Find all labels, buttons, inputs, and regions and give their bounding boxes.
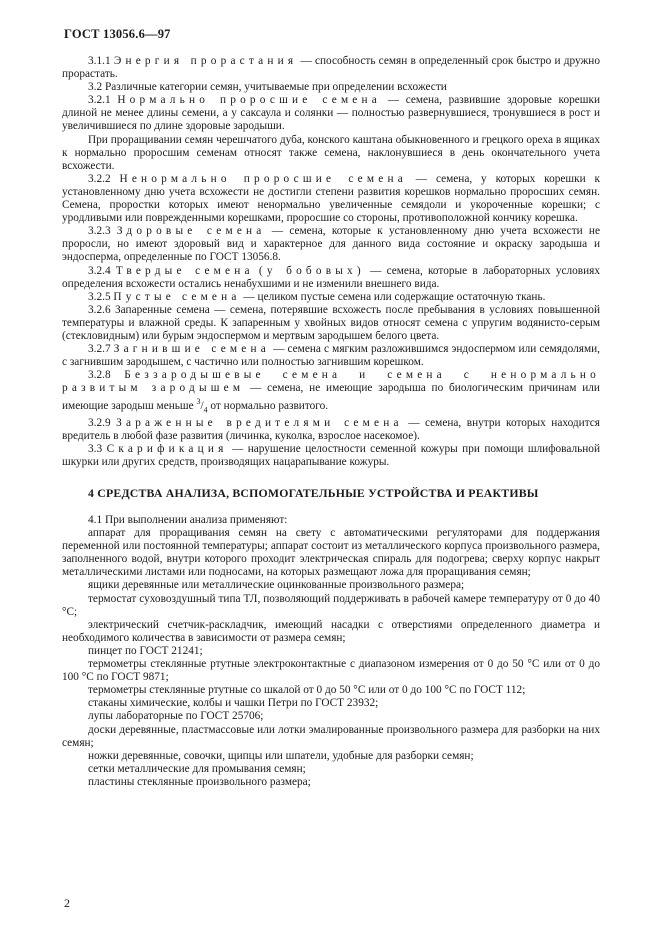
term-embryoless-seeds: Беззародышевые семена и семена с ненормально [124, 369, 600, 382]
section-4-list [62, 514, 600, 789]
definition-text: — семена, не имеющие зародыша по биологическим причинам или имеющие зародыш меньше [62, 382, 600, 413]
term-abnormal-germinated: Ненормально проросшие семена [119, 172, 407, 185]
fraction-numerator: 3 [196, 397, 201, 407]
term-infested-seeds: Зараженные вредителями семена [116, 416, 403, 429]
paragraph-3-1-1 [62, 55, 600, 81]
paragraph-3-2-2 [62, 173, 600, 225]
clause-number: 3.2.2 [88, 172, 111, 185]
term-healthy-seeds: Здоровые семена [116, 225, 266, 238]
definition-text: — семена, внутри которых находится вредитель в любой фазе развития (личинка, куколка, взрослое насекомое). [62, 416, 600, 442]
paragraph-3-2-4 [62, 265, 600, 291]
paragraph-3-2-3 [62, 225, 600, 264]
clause-number: 3.2.7 [88, 343, 111, 356]
clause-number: 3.2.4 [88, 264, 111, 277]
list-item: термометры стеклянные ртутные со шкалой от 0 до 50 °С или от 0 до 100 °С по ГОСТ 112; [88, 684, 526, 697]
paragraph-3-2-1 [62, 94, 600, 133]
paragraph-3-2-6: 3.2.6 Запаренные семена — семена, потерявшие всхожесть после пребывания в условиях повышенной температуры и влажной среды. К запаренным у хвойных видов относят семена с упругим водянисто-серым (стекловидным) или бурым эндоспермом и мертвым зародышем белого цвета. [62, 303, 600, 342]
definition-text: — нарушение целостности семенной кожуры при помощи шлифовальной шкурки или других средств, производящих нацарапывание кожуры. [62, 442, 600, 468]
paragraph-3-2-9 [62, 417, 600, 443]
term-germination-energy: Энергия прорастания [113, 55, 298, 67]
document-header: ГОСТ 13056.6—97 [64, 27, 171, 41]
definition-text-end: от нормально развитого. [207, 400, 329, 413]
definition-text: — способность семян в определенный срок быстро и дружно прорастать. [62, 55, 601, 81]
section-4-heading: 4 СРЕДСТВА АНАЛИЗА, ВСПОМОГАТЕЛЬНЫЕ УСТРОЙСТВА И РЕАКТИВЫ [88, 485, 539, 500]
fraction-denominator: 4 [203, 405, 208, 415]
list-item: электрический счетчик-раскладчик, имеющий насадки с отверстиями определенного диаметра и необходимого количества в зависимости от размера семян; [62, 618, 600, 644]
term-abnormal-embryo: развитым зародышем [62, 382, 245, 395]
definition-text: — семена с мягким разложившимся эндоспермом или семядолями, с загнившим зародышем, с частично или полностью загнившим корешком. [62, 343, 600, 369]
list-item: ящики деревянные или металлические оцинкованные произвольного размера; [88, 579, 465, 592]
term-hard-seeds: Твердые семена [115, 264, 254, 277]
clause-number: 3.2.8 [88, 369, 111, 382]
term-normal-germinated: Нормально проросшие семена [117, 94, 381, 107]
paragraph-3-2-5 [62, 291, 600, 304]
document-body [62, 55, 600, 789]
list-item: сетки металлические для промывания семян; [88, 762, 306, 775]
term-scarification: Скарификация [106, 442, 228, 455]
list-item: стаканы химические, колбы и чашки Петри по ГОСТ 23932; [88, 697, 379, 710]
term-qualifier: (у бобовых) [258, 264, 365, 277]
definition-text: — семена, которые в лабораторных условиях определения всхожести остались ненабухшими и не изменили внешнего вида. [62, 264, 601, 290]
paragraph-3-2: 3.2 Различные категории семян, учитываемые при определении всхожести [88, 81, 447, 94]
definition-text: — семена, которые к установленному дню учета всхожести не проросли, но имеют здоровый вид и характерное для данного вида состояние и окраску зародыша и эндосперма, определенные по ГОСТ 13056.8. [62, 225, 600, 264]
page-number: 2 [64, 896, 70, 910]
fraction-three-quarters: $^3/_4$ [196, 397, 208, 415]
paragraph-3-2-8 [62, 369, 600, 416]
clause-number: 3.2.5 [88, 290, 111, 303]
definition-text: — семена, развившие здоровые корешки длиной не менее длины семени, а у саксаула и солянки — полностью развернувшиеся, тронувшиеся в рост и увеличившиеся по длине здоровые зародыши. [62, 94, 601, 133]
clause-number: 3.3 [88, 442, 103, 455]
paragraph-3-2-7 [62, 343, 600, 369]
clause-number: 3.1.1 [88, 55, 111, 67]
clause-number: 3.2.1 [88, 94, 111, 107]
term-empty-seeds: Пустые семена [113, 290, 241, 303]
paragraph-3-2-1-note: При проращивании семян черешчатого дуба, конского каштана обыкновенного и грецкого ореха в ящиках к нормально проросшим семенам относят также семена, наклонувшиеся в день окончательного учета всхожести. [62, 133, 600, 172]
list-item: пинцет по ГОСТ 21241; [88, 644, 203, 657]
term-rotten-seeds: Загнившие семена [113, 343, 270, 356]
list-item: 4.1 При выполнении анализа применяют: [88, 514, 288, 527]
list-item: термометры стеклянные ртутные электроконтактные с диапазоном измерения от 0 до 50 °С или от 0 до 100 °С по ГОСТ 9871; [62, 658, 600, 684]
list-item: пластины стеклянные произвольного размера; [88, 775, 311, 788]
list-item: аппарат для проращивания семян на свету с автоматическими регуляторами для поддержания переменной или постоянной температуры; аппарат состоит из металлического корпуса произвольного размера, заполненного водой, внутри которого проходит электрическая спираль для подогрева; сверху корпус накрыт металлическими листами или подносами, на которых размещают ложа для проращивания семян; [62, 527, 600, 579]
definition-text: — семена, у которых корешки к установленному дню учета всхожести не достигли степени развития корешков нормально проросших семян. Семена, проростки которых имеют ненормально увеличенные семядоли и укороченные корешки; с уродливыми или поврежденными корешками, проросшие со стороны, противоположной кончику корешка. [62, 172, 601, 225]
list-item: термостат суховоздушный типа ТЛ, позволяющий поддерживать в рабочей камере температуру от 0 до 40 °С; [62, 592, 600, 618]
paragraph-3-3 [62, 443, 600, 469]
definition-text: — целиком пустые семена или содержащие остаточную ткань. [240, 290, 546, 303]
clause-number: 3.2.3 [88, 225, 111, 238]
list-item: ножки деревянные, совочки, щипцы или шпатели, удобные для разборки семян; [88, 749, 474, 762]
list-item: лупы лабораторные по ГОСТ 25706; [88, 710, 264, 723]
list-item: доски деревянные, пластмассовые или лотки эмалированные произвольного размера для разборки на них семян; [62, 723, 600, 749]
clause-number: 3.2.9 [88, 416, 111, 429]
